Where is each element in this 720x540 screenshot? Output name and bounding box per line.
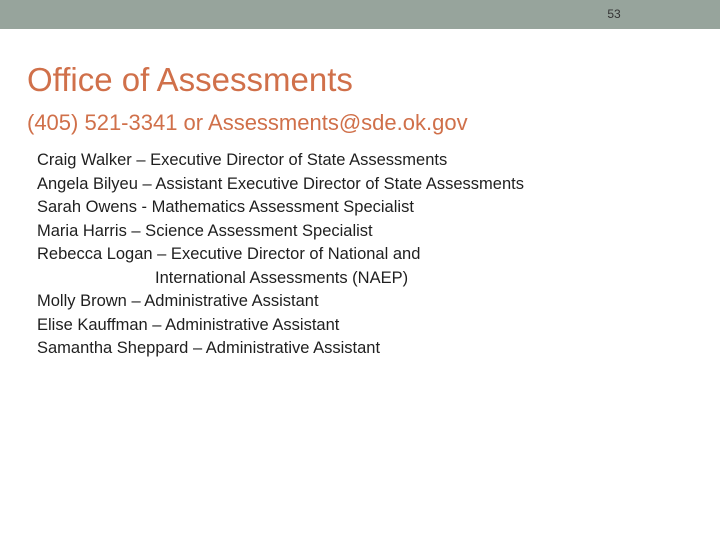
staff-item-text: Elise Kauffman – Administrative Assistant <box>37 315 340 334</box>
slide-number: 53 <box>607 7 621 21</box>
slide-title: Office of Assessments <box>27 61 353 98</box>
staff-item <box>37 173 524 197</box>
staff-item-continuation: International Assessments (NAEP) <box>155 268 409 287</box>
staff-item <box>37 290 524 314</box>
staff-item <box>37 149 524 173</box>
staff-item <box>37 314 524 338</box>
staff-item-text: Samantha Sheppard – Administrative Assistant <box>37 339 381 357</box>
staff-item-text: Rebecca Logan – Executive Director of National and <box>37 245 421 263</box>
contact-subtitle: (405) 521-3341 or Assessments@sde.ok.gov <box>27 110 468 135</box>
staff-item <box>37 337 524 361</box>
staff-list <box>37 149 524 361</box>
staff-item-text: Molly Brown – Administrative Assistant <box>37 292 319 310</box>
staff-item-text: Angela Bilyeu – Assistant Executive Director of State Assessments <box>37 174 524 193</box>
staff-item-text: Sarah Owens - Mathematics Assessment Specialist <box>37 198 414 216</box>
staff-item-text: Maria Harris – Science Assessment Specialist <box>37 221 373 240</box>
staff-item <box>37 243 524 290</box>
staff-item-text: Craig Walker – Executive Director of State Assessments <box>37 151 448 169</box>
staff-item <box>37 196 524 220</box>
staff-item <box>37 220 524 244</box>
header-band <box>0 0 720 29</box>
